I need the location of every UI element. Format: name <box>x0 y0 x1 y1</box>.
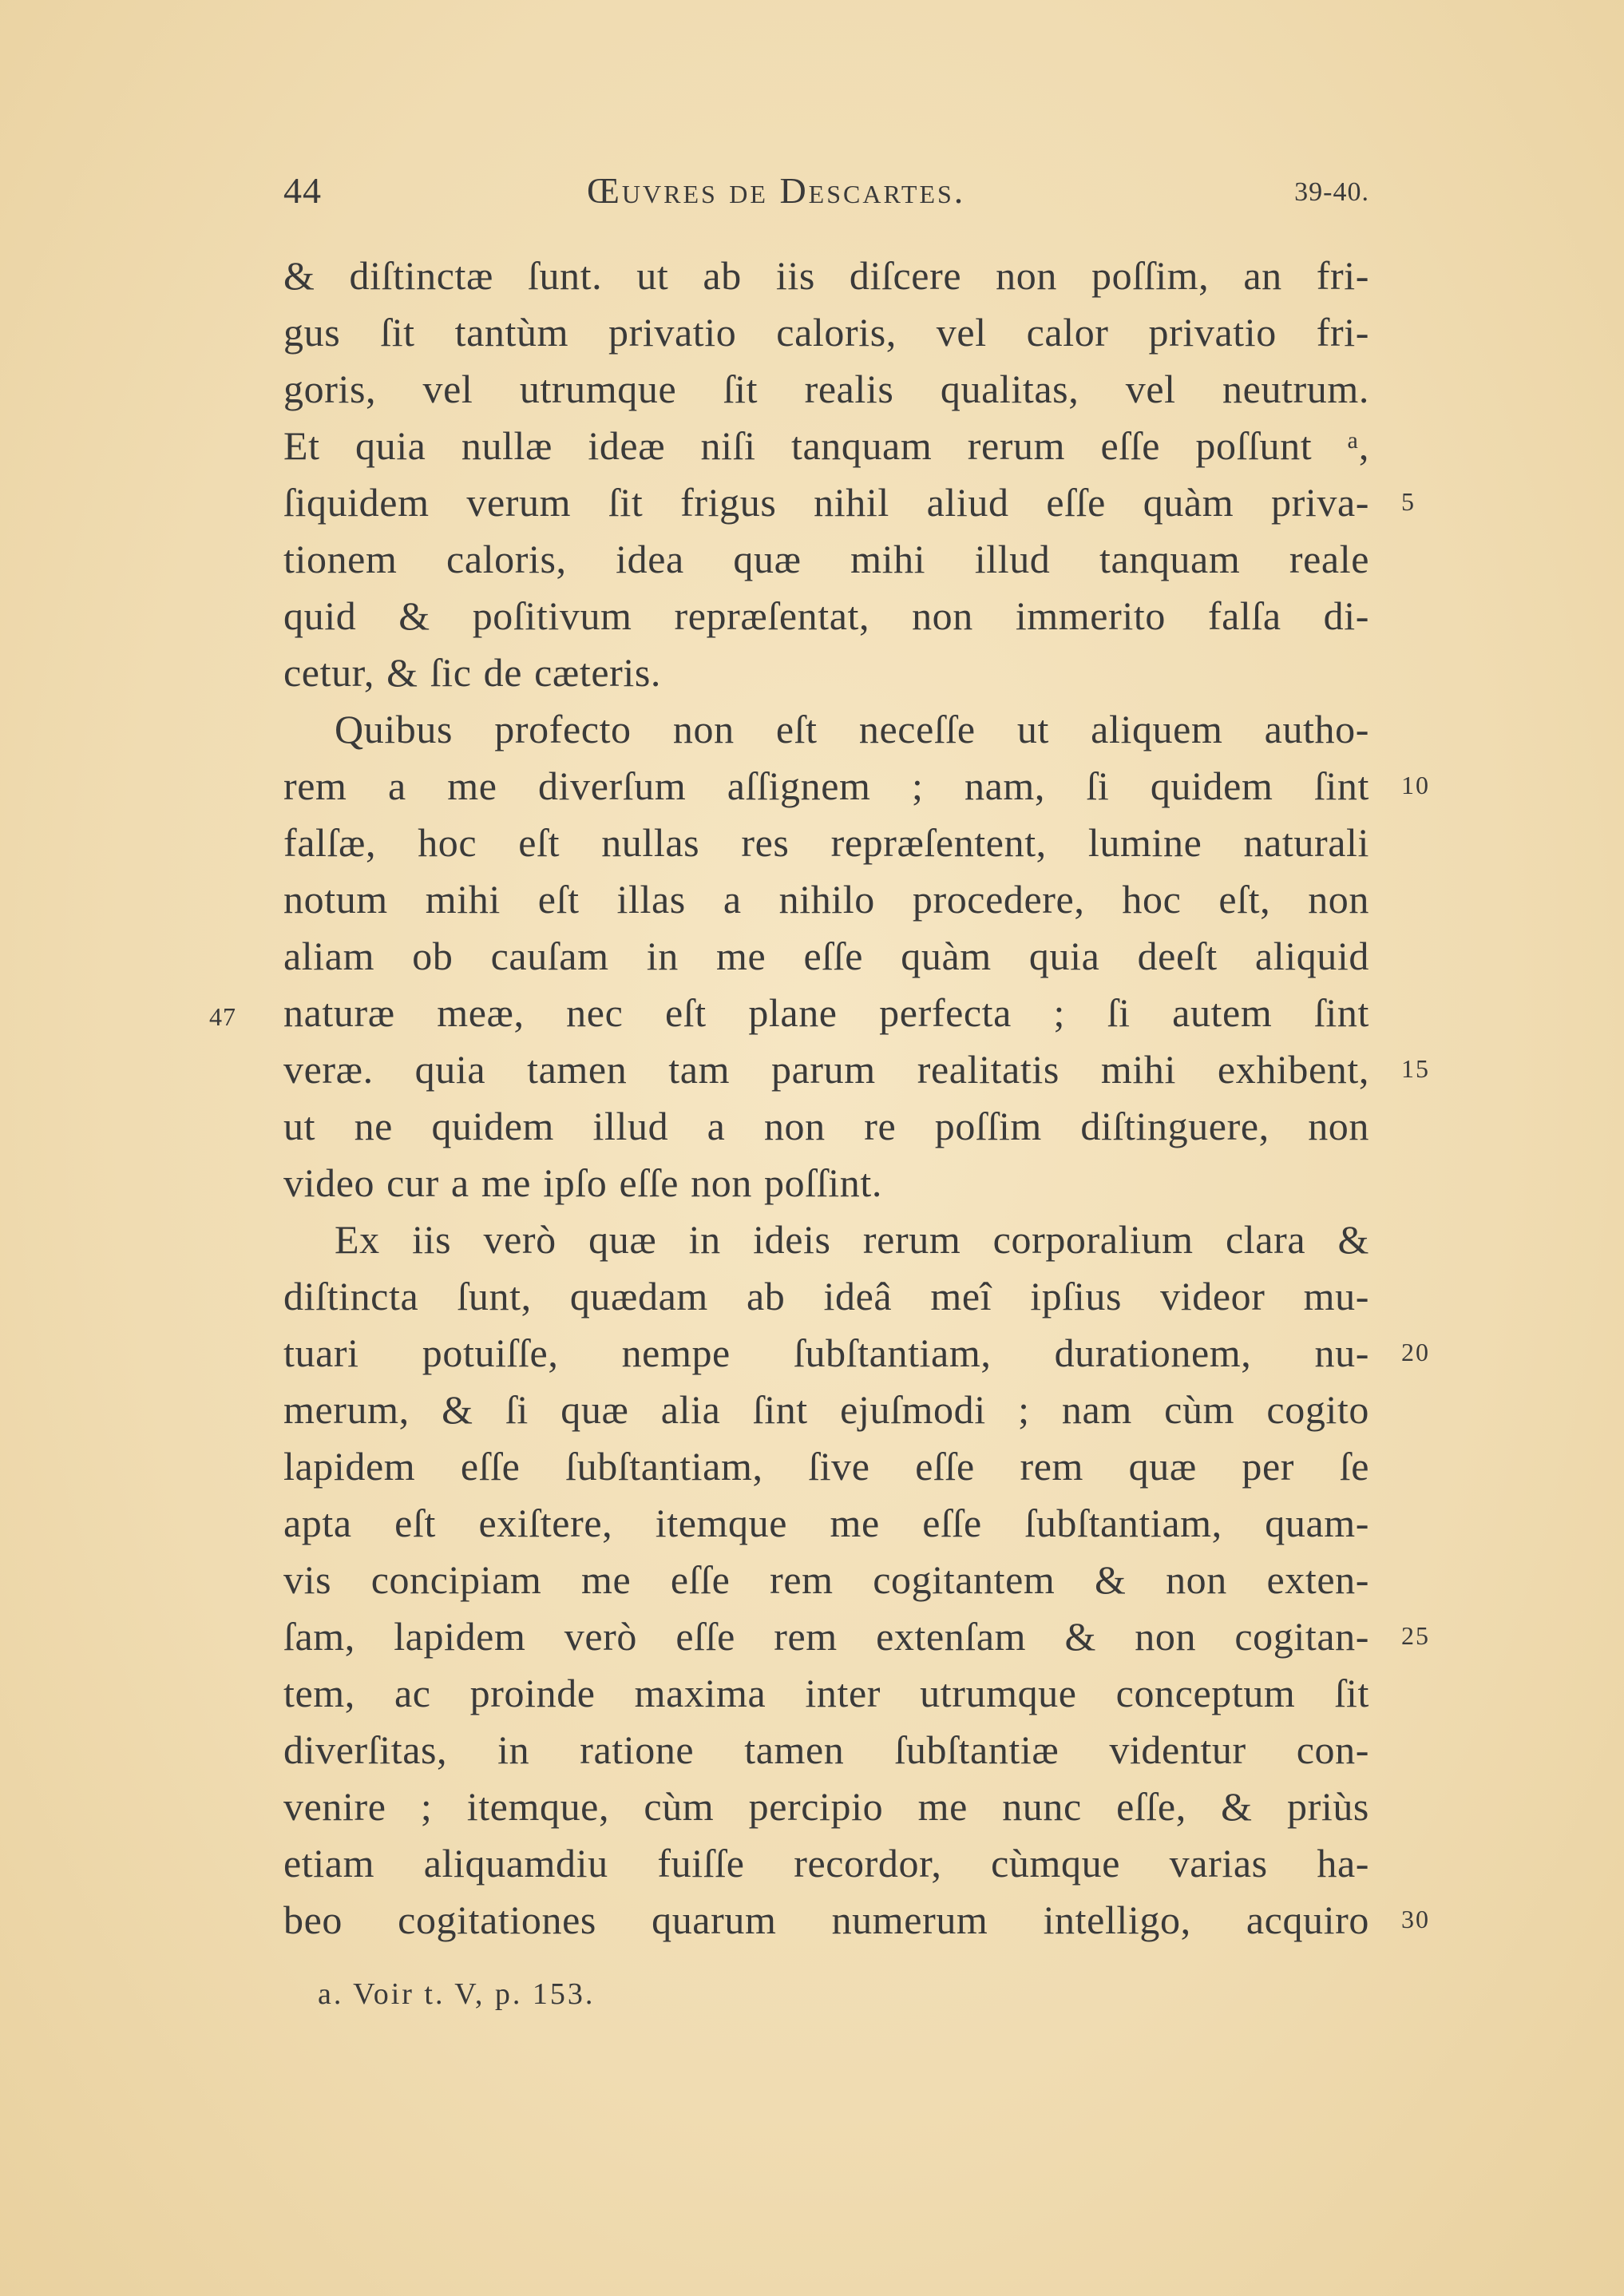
text-line: goris, vel utrumque ſit realis qualitas, vel neutrum. <box>283 367 1369 411</box>
running-title: Œuvres de Descartes. <box>587 170 966 211</box>
folio-reference: 39-40. <box>1294 177 1369 207</box>
line-number-20: 20 <box>1401 1338 1430 1366</box>
text-line: rem a me diverſum aſſignem ; nam, ſi quidem ſint <box>283 763 1369 808</box>
text-line: Ex iis verò quæ in ideis rerum corporalium clara & <box>335 1217 1369 1262</box>
text-line: ſam, lapidem verò eſſe rem extenſam & non cogitan- <box>283 1614 1369 1659</box>
text-line: quid & poſitivum repræſentat, non immerito falſa di- <box>283 593 1369 638</box>
text-line: lapidem eſſe ſubſtantiam, ſive eſſe rem quæ per ſe <box>283 1444 1369 1489</box>
line-number-25: 25 <box>1401 1621 1430 1650</box>
text-line: video cur a me ipſo eſſe non poſſint. <box>283 1160 882 1205</box>
body-text <box>283 248 1369 1949</box>
text-line: & diſtinctæ ſunt. ut ab iis diſcere non poſſim, an fri- <box>283 253 1369 298</box>
text-line: ſiquidem verum ſit frigus nihil aliud eſſe quàm priva- <box>283 480 1369 525</box>
text-line: ut ne quidem illud a non re poſſim diſtinguere, non <box>283 1104 1369 1148</box>
text-line: cetur, & ſic de cæteris. <box>283 650 662 695</box>
text-line: apta eſt exiſtere, itemque me eſſe ſubſtantiam, quam- <box>283 1501 1369 1545</box>
text-line: Quibus profecto non eſt neceſſe ut aliquem autho- <box>335 707 1369 751</box>
line-number-30: 30 <box>1401 1905 1430 1933</box>
text-line: merum, & ſi quæ alia ſint ejuſmodi ; nam cùm cogito <box>283 1387 1369 1432</box>
text-line: tem, ac proinde maxima inter utrumque conceptum ſit <box>283 1671 1369 1715</box>
text-line: tuari potuiſſe, nempe ſubſtantiam, durationem, nu- <box>283 1330 1369 1375</box>
text-line: naturæ meæ, nec eſt plane perfecta ; ſi autem ſint <box>283 990 1369 1035</box>
text-line: veræ. quia tamen tam parum realitatis mihi exhibent, <box>283 1047 1369 1092</box>
text-line: notum mihi eſt illas a nihilo procedere, hoc eſt, non <box>283 877 1369 922</box>
text-line: diverſitas, in ratione tamen ſubſtantiæ videntur con- <box>283 1727 1369 1772</box>
margin-page-reference: 47 <box>209 1002 236 1031</box>
text-line: beo cogitationes quarum numerum intelligo, acquiro <box>283 1897 1369 1942</box>
text-line: venire ; itemque, cùm percipio me nunc eſſe, & priùs <box>283 1784 1369 1829</box>
text-line: aliam ob cauſam in me eſſe quàm quia deeſt aliquid <box>283 934 1369 978</box>
line-number-10: 10 <box>1401 771 1430 799</box>
footnote: a. Voir t. V, p. 153. <box>318 1977 596 2011</box>
text-line: Et quia nullæ ideæ niſi tanquam rerum eſſe poſſunt ᵃ, <box>283 423 1369 468</box>
page-header <box>283 169 1369 225</box>
page-number: 44 <box>283 170 322 211</box>
text-line: falſæ, hoc eſt nullas res repræſentent, lumine naturali <box>283 820 1369 865</box>
text-line: etiam aliquamdiu fuiſſe recordor, cùmque varias ha- <box>283 1841 1369 1886</box>
text-line: vis concipiam me eſſe rem cogitantem & non exten- <box>283 1557 1369 1602</box>
text-line: gus ſit tantùm privatio caloris, vel calor privatio fri- <box>283 310 1369 355</box>
text-line: diſtincta ſunt, quædam ab ideâ meî ipſius videor mu- <box>283 1274 1369 1319</box>
line-number-15: 15 <box>1401 1054 1430 1083</box>
line-number-5: 5 <box>1401 487 1416 516</box>
text-line: tionem caloris, idea quæ mihi illud tanquam reale <box>283 537 1369 581</box>
